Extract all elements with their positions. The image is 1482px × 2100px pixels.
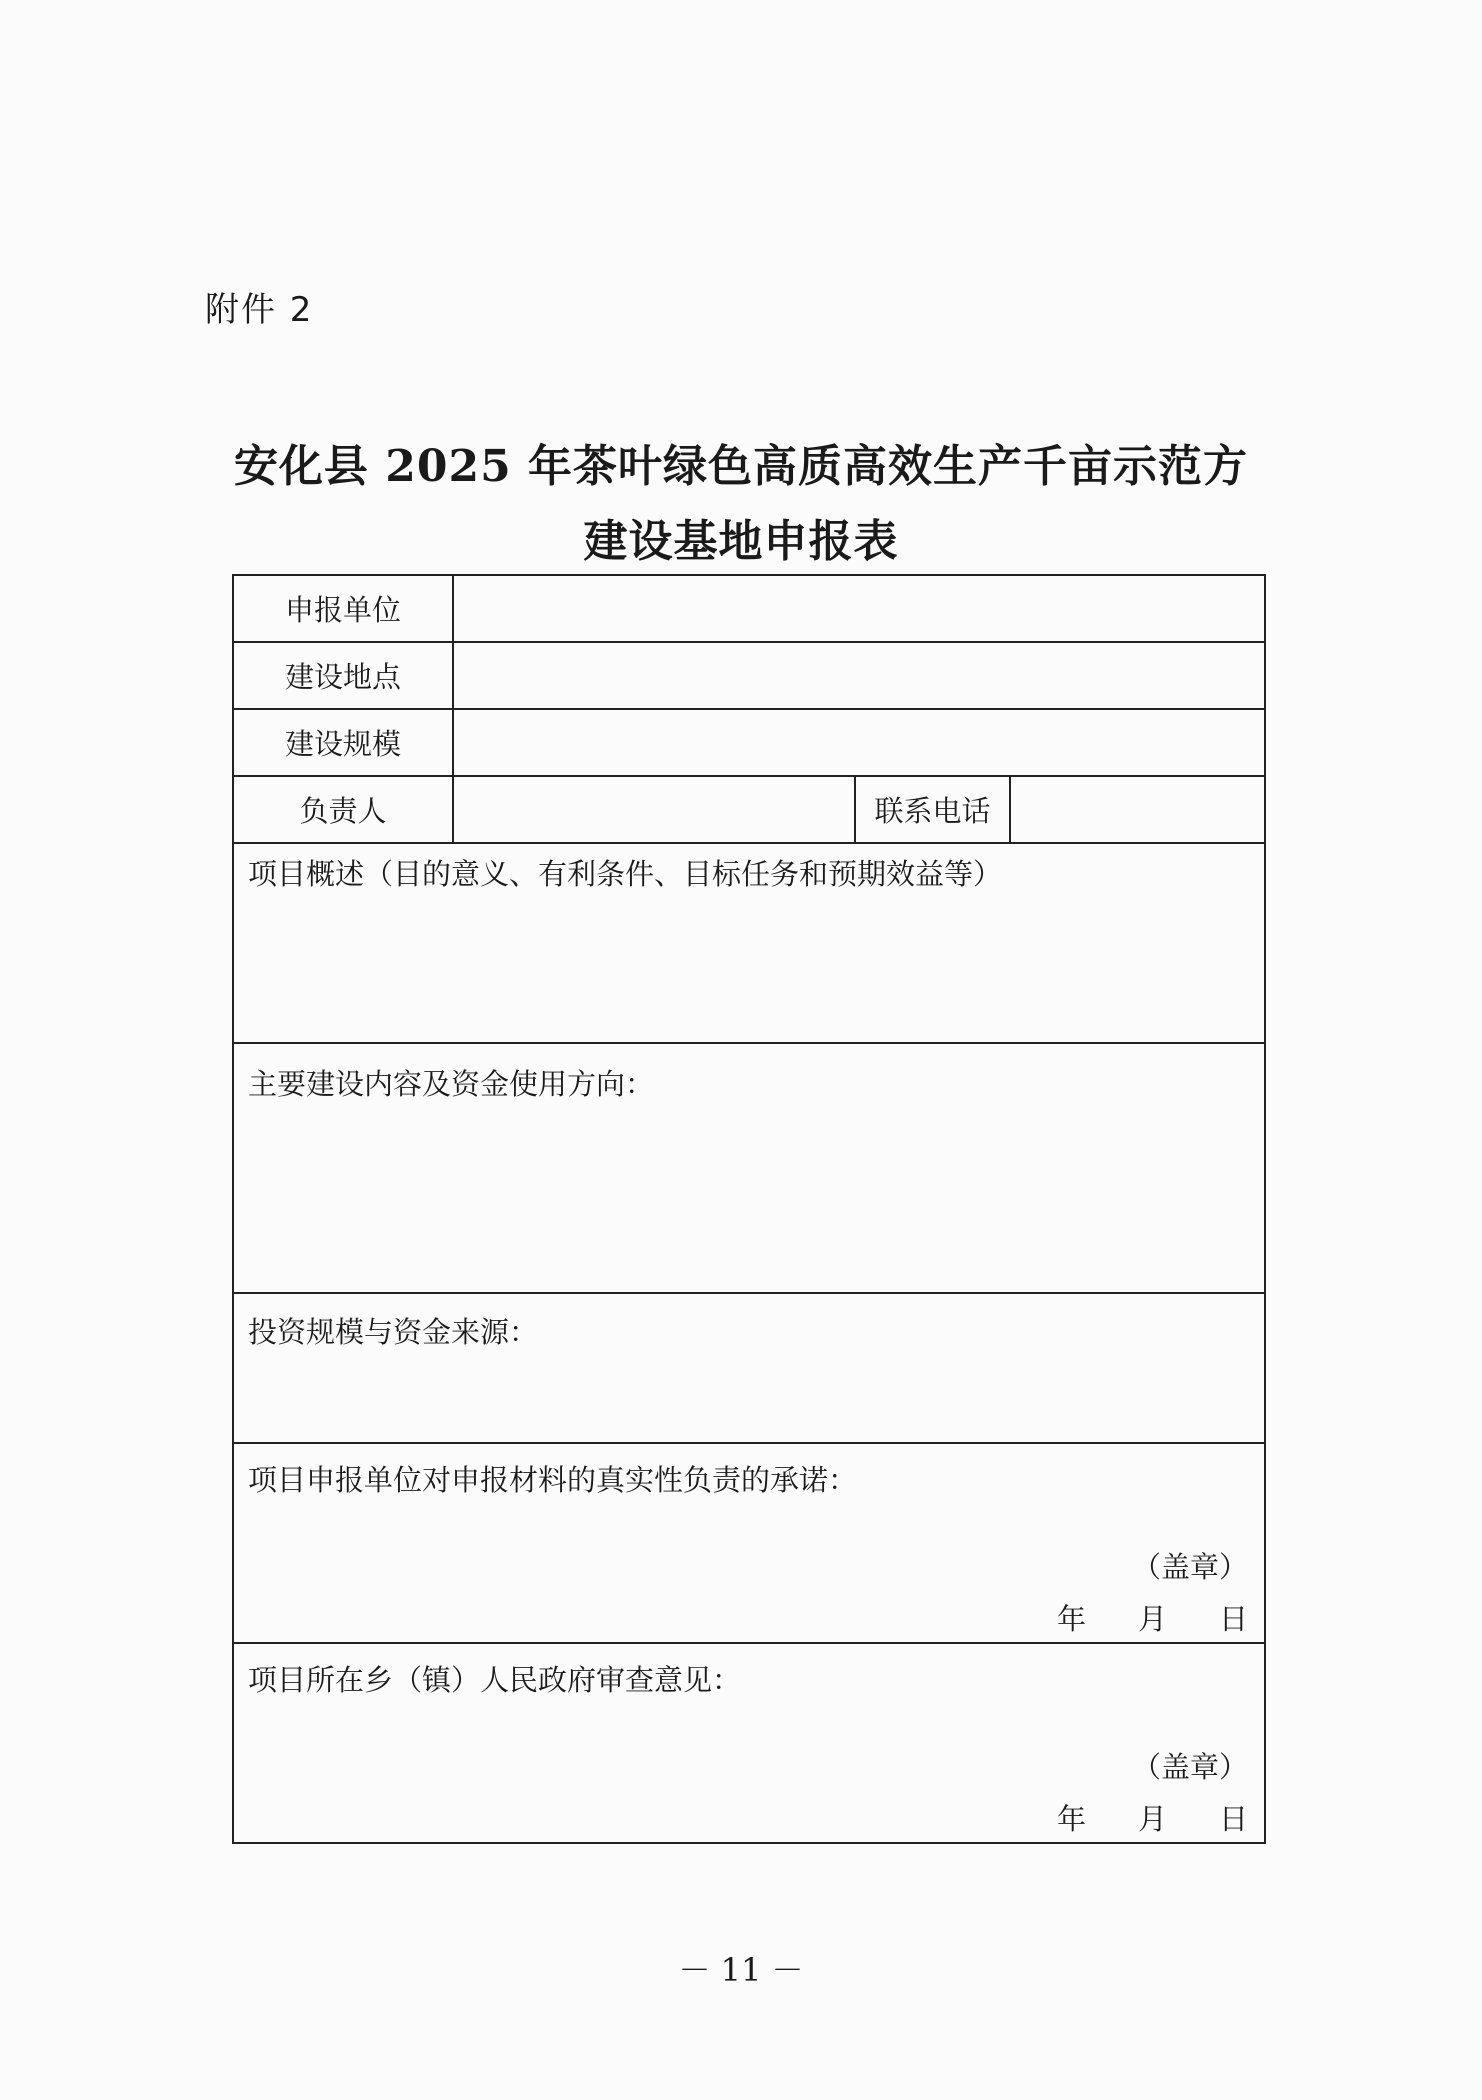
scale-field[interactable] xyxy=(453,709,1265,776)
overview-label: 项目概述（目的意义、有利条件、目标任务和预期效益等） xyxy=(248,857,1003,891)
contact-phone-label: 联系电话 xyxy=(855,776,1010,843)
page-number: － 11 － xyxy=(678,1951,804,1989)
attachment-label: 附件 2 xyxy=(205,290,314,330)
scale-label: 建设规模 xyxy=(233,709,453,776)
date-year: 年 xyxy=(1056,1802,1086,1836)
date-day: 日 xyxy=(1219,1802,1249,1836)
date-month: 月 xyxy=(1138,1802,1168,1836)
commitment-seal: （盖章） xyxy=(1132,1550,1249,1584)
applicant-unit-field[interactable] xyxy=(453,575,1265,642)
date-year: 年 xyxy=(1056,1602,1086,1636)
person-in-charge-field[interactable] xyxy=(453,776,855,843)
form-title-line1: 安化县 2025 年茶叶绿色高质高效生产千亩示范方 xyxy=(233,441,1249,492)
date-month: 月 xyxy=(1138,1602,1168,1636)
commitment-section[interactable] xyxy=(233,1443,1265,1643)
location-field[interactable] xyxy=(453,642,1265,709)
commitment-label: 项目申报单位对申报材料的真实性负责的承诺： xyxy=(248,1463,858,1497)
review-section[interactable] xyxy=(233,1643,1265,1843)
person-in-charge-label: 负责人 xyxy=(233,776,453,843)
commitment-date xyxy=(1005,1597,1248,1638)
contact-phone-field[interactable] xyxy=(1010,776,1265,843)
content-label: 主要建设内容及资金使用方向： xyxy=(248,1067,655,1101)
location-label: 建设地点 xyxy=(233,642,453,709)
form-title-line2: 建设基地申报表 xyxy=(583,516,899,567)
applicant-unit-label: 申报单位 xyxy=(233,575,453,642)
application-form-table xyxy=(232,574,1266,1844)
review-date xyxy=(1005,1797,1248,1838)
investment-section[interactable] xyxy=(233,1293,1265,1443)
review-seal: （盖章） xyxy=(1132,1750,1249,1784)
review-label: 项目所在乡（镇）人民政府审查意见： xyxy=(248,1663,742,1697)
investment-label: 投资规模与资金来源： xyxy=(248,1315,539,1349)
content-section[interactable] xyxy=(233,1043,1265,1293)
date-day: 日 xyxy=(1219,1602,1249,1636)
overview-section[interactable] xyxy=(233,843,1265,1043)
